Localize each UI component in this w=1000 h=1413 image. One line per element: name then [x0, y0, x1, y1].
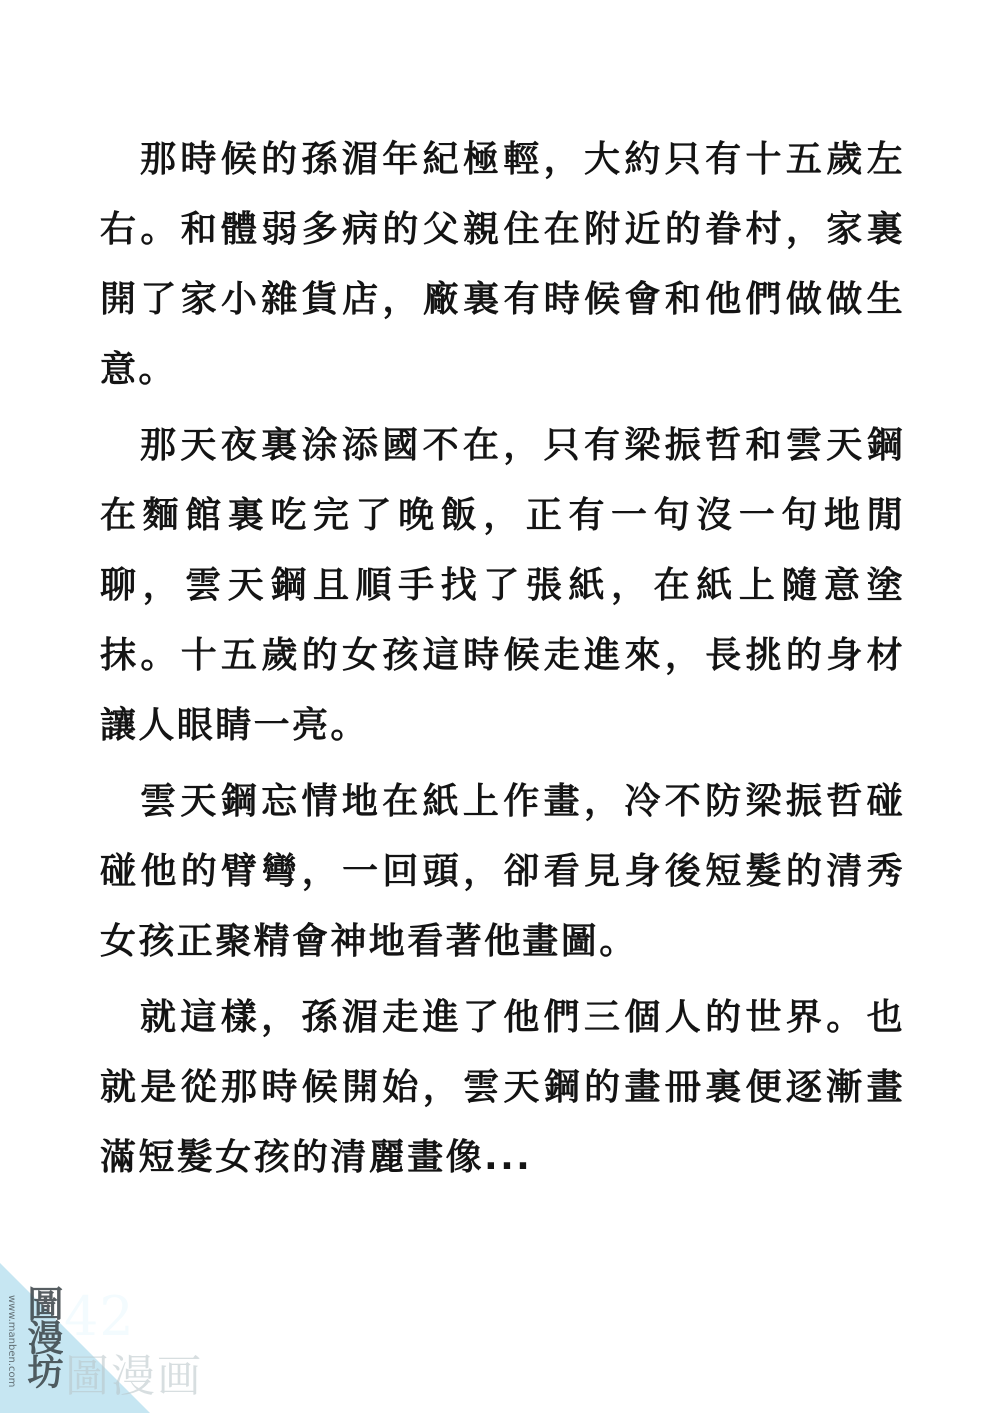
- paragraph-1: 那時候的孫湄年紀極輕，大約只有十五歲左右。和體弱多病的父親住在附近的眷村，家裏開了家小雜貨店，廠裏有時候會和他們做做生意。: [100, 139, 905, 390]
- body-text: [100, 125, 905, 1199]
- watermark-logo: [2, 1285, 62, 1400]
- page-number: 42: [64, 1285, 135, 1348]
- paragraph-2: 那天夜裏涂添國不在，只有梁振哲和雲天鋼在麵館裏吃完了晚飯，正有一句沒一句地閒聊，雲天鋼且順手找了張紙，在紙上隨意塗抹。十五歲的女孩這時候走進來，長挑的身材讓人眼睛一亮。: [100, 425, 905, 746]
- watermark-side-text: 圖漫坊: [22, 1285, 63, 1387]
- watermark-bottom-text: 圖漫画: [65, 1351, 203, 1402]
- watermark-url: www.manben.com: [6, 1295, 17, 1388]
- paragraph-4: 就這樣，孫湄走進了他們三個人的世界。也就是從那時候開始，雲天鋼的畫冊裏便逐漸畫滿短髮女孩的清麗畫像...: [100, 997, 905, 1178]
- paragraph-3: 雲天鋼忘情地在紙上作畫，冷不防梁振哲碰碰他的臂彎，一回頭，卻看見身後短髮的清秀女孩正聚精會神地看著他畫圖。: [100, 781, 905, 962]
